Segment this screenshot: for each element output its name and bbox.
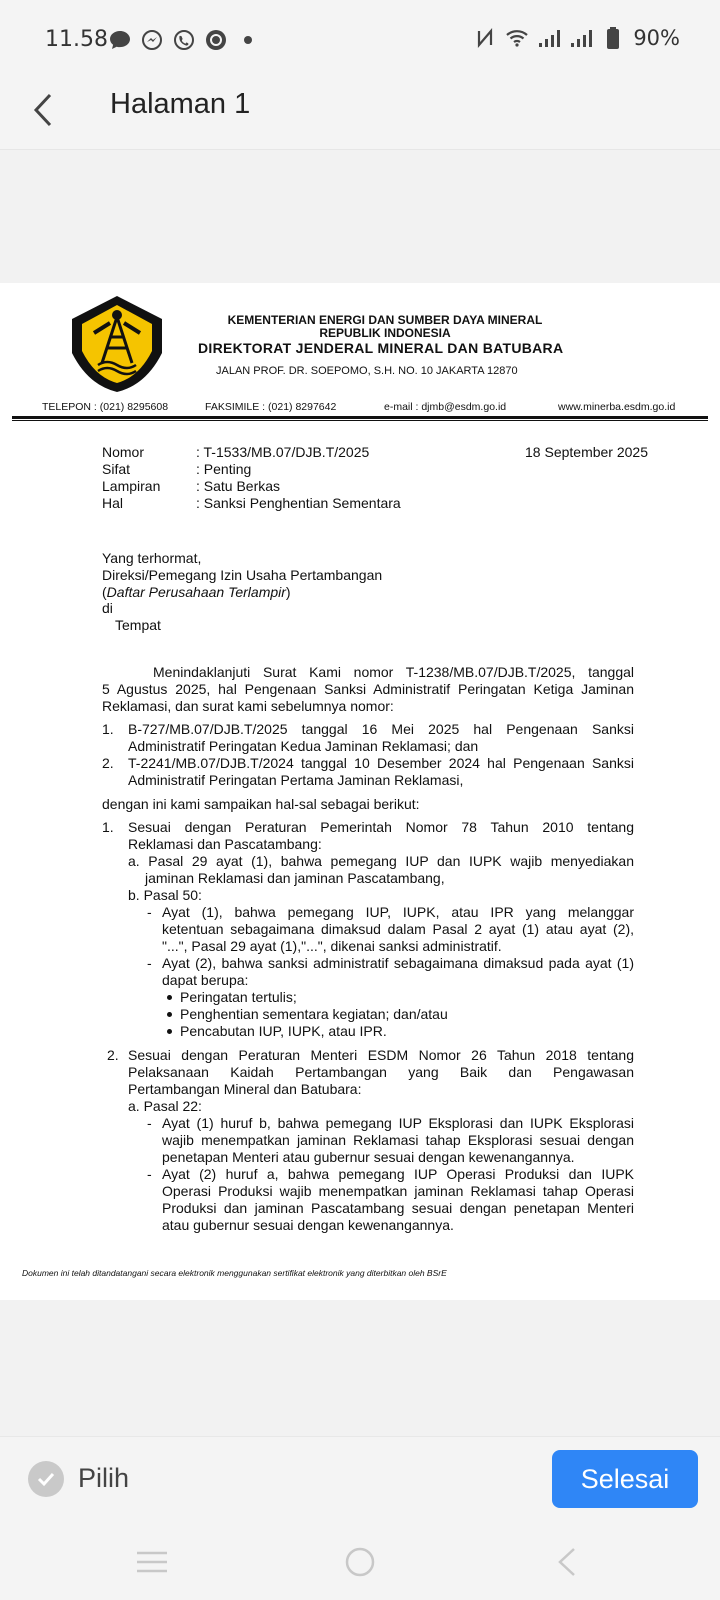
- point-2-number: 2.: [107, 1047, 119, 1063]
- nfc-icon: [473, 26, 497, 50]
- wifi-icon: [505, 26, 529, 50]
- point-2-line1: Sesuai dengan Peraturan Menteri ESDM Nomor 26 Tahun 2018 tentang: [128, 1047, 634, 1063]
- ref-2-line1: T-2241/MB.07/DJB.T/2024 tanggal 10 Desember 2024 hal Pengenaan Sanksi: [128, 755, 634, 771]
- directorate-name: DIREKTORAT JENDERAL MINERAL DAN BATUBARA: [198, 340, 564, 356]
- home-icon: [342, 1544, 378, 1580]
- point-1a-line1: a. Pasal 29 ayat (1), bahwa pemegang IUP dan IUPK wajib menyediakan: [128, 853, 634, 869]
- dash-marker: -: [147, 955, 152, 971]
- esignature-note: Dokumen ini telah ditandatangani secara elektronik menggunakan sertifikat elektronik yang diterbitkan oleh BSrE: [22, 1268, 447, 1278]
- app-notification-icon: [204, 28, 228, 52]
- bottom-action-bar: [0, 1436, 720, 1522]
- website: www.minerba.esdm.go.id: [558, 401, 676, 413]
- back-icon: [550, 1544, 586, 1580]
- meta-value-hal: : Sanksi Penghentian Sementara: [196, 495, 401, 511]
- faksimile: FAKSIMILE : (021) 8297642: [205, 401, 337, 413]
- point-1a-line2: jaminan Reklamasi dan jaminan Pascatambang,: [145, 870, 445, 886]
- ref-number: 2.: [102, 755, 114, 771]
- page-title: Halaman 1: [110, 88, 251, 120]
- bullet-icon: [167, 995, 172, 1000]
- system-nav-bar: [0, 1522, 720, 1600]
- point-1-number: 1.: [102, 819, 114, 835]
- point-2a1-line3: penetapan Menteri atau gubernur sesuai dengan kewenangannya.: [162, 1149, 575, 1165]
- system-icons: [473, 26, 680, 50]
- notification-icons: [108, 28, 260, 52]
- chevron-left-icon: [28, 88, 62, 132]
- status-bar: [0, 0, 720, 80]
- battery-icon: [601, 26, 625, 50]
- point-2a2-line3: Produksi dan jaminan Pascatambang sesuai dengan penetapan Menteri: [162, 1200, 634, 1216]
- meta-label-nomor: Nomor: [102, 444, 145, 460]
- signal-icon: [537, 26, 561, 50]
- sanction-bullet: Peringatan tertulis;: [180, 989, 297, 1005]
- signal-icon: [569, 26, 593, 50]
- point-1b: b. Pasal 50:: [128, 887, 202, 903]
- point-1b1-line3: "...", Pasal 29 ayat (1),"...", dikenai sanksi administratif.: [162, 938, 502, 954]
- meta-value-sifat: : Penting: [196, 461, 252, 477]
- country-name: REPUBLIK INDONESIA: [319, 326, 451, 340]
- ref-number: 1.: [102, 721, 114, 737]
- recipient-greeting: Yang terhormat,: [102, 550, 202, 566]
- recipient-line3: di: [102, 600, 113, 616]
- meta-value-lampiran: : Satu Berkas: [196, 478, 281, 494]
- point-1b2-line2: dapat berupa:: [162, 972, 249, 988]
- intro-line: dengan ini kami sampaikan hal-sal sebagai berikut:: [102, 796, 420, 812]
- ref-1-line2: Administratif Peringatan Kedua Jaminan Reklamasi; dan: [128, 738, 479, 754]
- point-2a2-line4: atau gubernur sesuai dengan kewenangannya.: [162, 1217, 454, 1233]
- opening-line1: Menindaklanjuti Surat Kami nomor T-1238/MB.07/DJB.T/2025, tanggal: [153, 664, 634, 680]
- whatsapp-icon: [172, 28, 196, 52]
- chat-bubble-icon: [108, 28, 132, 52]
- point-1b1-line2: ketentuan sebagaimana dimaksud dalam Pasal 2 ayat (1) atau ayat (2),: [162, 921, 634, 937]
- select-label[interactable]: Pilih: [78, 1463, 130, 1493]
- done-button[interactable]: Selesai: [552, 1450, 698, 1508]
- point-1-line2: Reklamasi dan Pascatambang:: [128, 836, 322, 852]
- check-icon: [35, 1468, 57, 1490]
- meta-label-hal: Hal: [102, 495, 124, 511]
- point-2-line3: Pertambangan Mineral dan Batubara:: [128, 1081, 362, 1097]
- sanction-bullet: Pencabutan IUP, IUPK, atau IPR.: [180, 1023, 387, 1039]
- app-header: [0, 80, 720, 150]
- meta-value-nomor: : T-1533/MB.07/DJB.T/2025: [196, 444, 370, 460]
- ref-2-line2: Administratif Peringatan Pertama Jaminan Reklamasi,: [128, 772, 464, 788]
- nav-back-button[interactable]: [550, 1544, 590, 1580]
- email: e-mail : djmb@esdm.go.id: [384, 401, 507, 413]
- recipient-line2: (Daftar Perusahaan Terlampir): [102, 584, 291, 600]
- meta-label-lampiran: Lampiran: [102, 478, 161, 494]
- opening-line3: Reklamasi, dan surat kami sebelumnya nomor:: [102, 698, 394, 714]
- bullet-icon: [167, 1029, 172, 1034]
- ref-1-line1: B-727/MB.07/DJB.T/2025 tanggal 16 Mei 2025 hal Pengenaan Sanksi: [128, 721, 634, 737]
- point-1-line1: Sesuai dengan Peraturan Pemerintah Nomor 78 Tahun 2010 tentang: [128, 819, 634, 835]
- recent-apps-button[interactable]: [132, 1544, 172, 1580]
- opening-line2: 5 Agustus 2025, hal Pengenaan Sanksi Administratif Peringatan Ketiga Jaminan: [102, 681, 634, 697]
- dash-marker: -: [147, 904, 152, 920]
- esdm-logo: [66, 293, 168, 395]
- battery-percentage: 90%: [633, 26, 680, 50]
- messenger-icon: [140, 28, 164, 52]
- point-2a: a. Pasal 22:: [128, 1098, 202, 1114]
- home-button[interactable]: [342, 1544, 382, 1580]
- bullet-icon: [167, 1012, 172, 1017]
- point-2a1-line1: Ayat (1) huruf b, bahwa pemegang IUP Eksplorasi dan IUPK Eksplorasi: [162, 1115, 634, 1131]
- recipient-company-list: Daftar Perusahaan Terlampir: [106, 584, 286, 600]
- point-2a1-line2: wajib menempatkan jaminan Reklamasi tahap Eksplorasi sesuai dengan: [162, 1132, 634, 1148]
- point-1b2-line1: Ayat (2), bahwa sanksi administratif sebagaimana dimaksud pada ayat (1): [162, 955, 634, 971]
- recipient-line4: Tempat: [115, 617, 161, 633]
- recent-apps-icon: [132, 1544, 172, 1580]
- dot-icon: [236, 28, 260, 52]
- document-page[interactable]: [0, 283, 720, 1300]
- telepon: TELEPON : (021) 8295608: [42, 401, 169, 413]
- meta-label-sifat: Sifat: [102, 461, 131, 477]
- sanction-bullet: Penghentian sementara kegiatan; dan/atau: [180, 1006, 448, 1022]
- point-1b1-line1: Ayat (1), bahwa pemegang IUP, IUPK, atau IPR yang melanggar: [162, 904, 634, 920]
- letterhead-rule-thin: [12, 420, 708, 421]
- dash-marker: -: [147, 1115, 152, 1131]
- recipient-line1: Direksi/Pemegang Izin Usaha Pertambangan: [102, 567, 383, 583]
- letterhead-rule: [12, 416, 708, 419]
- ministry-name: KEMENTERIAN ENERGI DAN SUMBER DAYA MINERAL: [227, 313, 543, 327]
- point-2a2-line2: Operasi Produksi wajib menempatkan jaminan Reklamasi tahap Operasi: [162, 1183, 634, 1199]
- dash-marker: -: [147, 1166, 152, 1182]
- point-2a2-line1: Ayat (2) huruf a, bahwa pemegang IUP Operasi Produksi dan IUPK: [162, 1166, 634, 1182]
- point-2-line2: Pelaksanaan Kaidah Pertambangan yang Baik dan Pengawasan: [128, 1064, 634, 1080]
- back-button[interactable]: [28, 88, 62, 132]
- status-time: 11.58: [45, 27, 108, 52]
- directorate-address: JALAN PROF. DR. SOEPOMO, S.H. NO. 10 JAKARTA 12870: [216, 365, 518, 377]
- letter-date: 18 September 2025: [525, 444, 648, 460]
- select-checkbox[interactable]: [28, 1461, 64, 1497]
